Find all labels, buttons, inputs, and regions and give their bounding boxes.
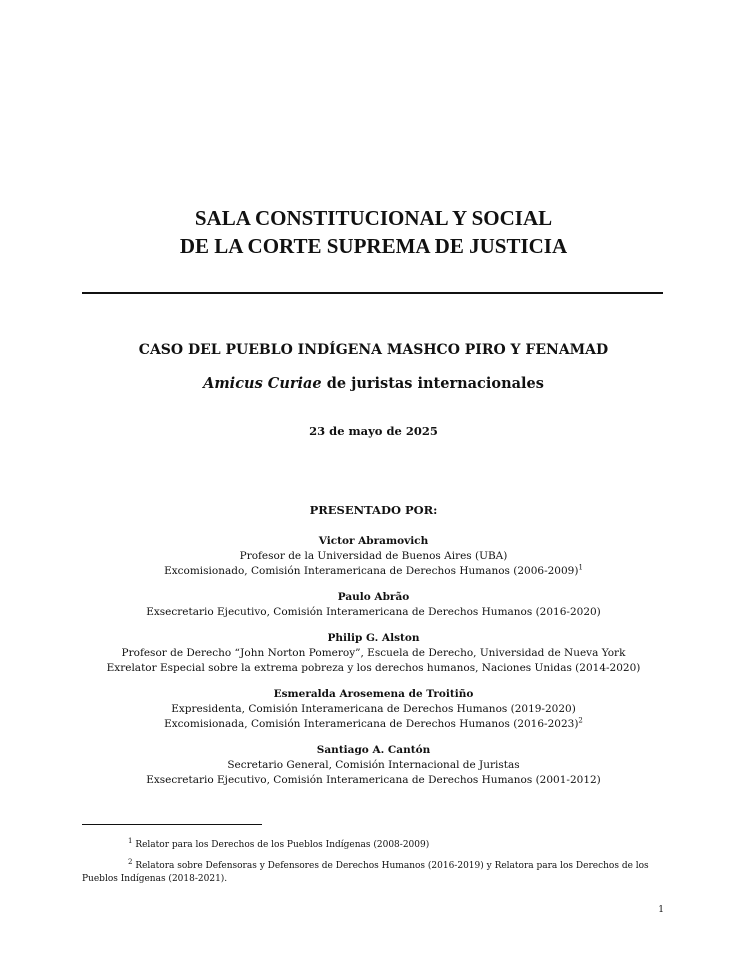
author-block [0,534,747,579]
footnote-separator [82,824,262,825]
court-title-line-1: SALA CONSTITUCIONAL Y SOCIAL [194,206,553,230]
amicus-curiae-italic: Amicus Curiae [203,375,322,392]
footnote [82,860,664,886]
footnote-number: 2 [128,858,133,866]
footnote-text: Relatora sobre Defensoras y Defensores de Derechos Humanos (2016-2019) y Relatora para los Derechos de los Pueblos Indígenas (2018-2021). [82,861,649,884]
footnote-ref: 1 [578,563,583,572]
author-name: Philip G. Alston [327,632,420,644]
author-block [0,590,747,620]
title-divider [82,292,663,294]
page-number: 1 [658,905,664,915]
document-date: 23 de mayo de 2025 [309,424,438,438]
author-role: Excomisionado, Comisión Interamericana de Derechos Humanos (2006-2009)$^1$ [164,563,583,577]
authors-list [0,534,747,799]
footnotes [82,839,664,894]
court-title [0,204,747,260]
author-block [0,687,747,732]
amicus-rest: de juristas internacionales [321,375,544,392]
case-title: CASO DEL PUEBLO INDÍGENA MASHCO PIRO Y FENAMAD [138,342,609,358]
author-name: Victor Abramovich [318,535,429,547]
author-role: Profesor de la Universidad de Buenos Aires (UBA) [239,550,508,562]
footnote [82,839,664,852]
author-role: Expresidenta, Comisión Interamericana de Derechos Humanos (2019-2020) [171,703,576,715]
author-role: Exrelator Especial sobre la extrema pobreza y los derechos humanos, Naciones Unidas (2014-2020) [106,662,641,674]
footnote-text: Relator para los Derechos de los Pueblos Indígenas (2008-2009) [132,840,430,850]
author-role: Secretario General, Comisión Internacional de Juristas [227,759,520,771]
author-name: Esmeralda Arosemena de Troitiño [273,688,474,700]
amicus-subtitle [0,374,747,394]
court-title-line-2: DE LA CORTE SUPREMA DE JUSTICIA [179,234,568,258]
author-role: Exsecretario Ejecutivo, Comisión Interamericana de Derechos Humanos (2016-2020) [146,606,601,618]
presented-by-heading: PRESENTADO POR: [309,503,438,517]
author-role: Profesor de Derecho “John Norton Pomeroy”, Escuela de Derecho, Universidad de Nueva York [121,647,626,659]
author-role: Excomisionada, Comisión Interamericana de Derechos Humanos (2016-2023)$^2$ [164,716,583,730]
footnote-number: 1 [128,837,133,845]
author-role: Exsecretario Ejecutivo, Comisión Interamericana de Derechos Humanos (2001-2012) [146,774,601,786]
footnote-ref: 2 [578,716,583,725]
author-name: Santiago A. Cantón [316,744,431,756]
author-name: Paulo Abrão [337,591,410,603]
author-block [0,631,747,676]
author-block [0,743,747,788]
